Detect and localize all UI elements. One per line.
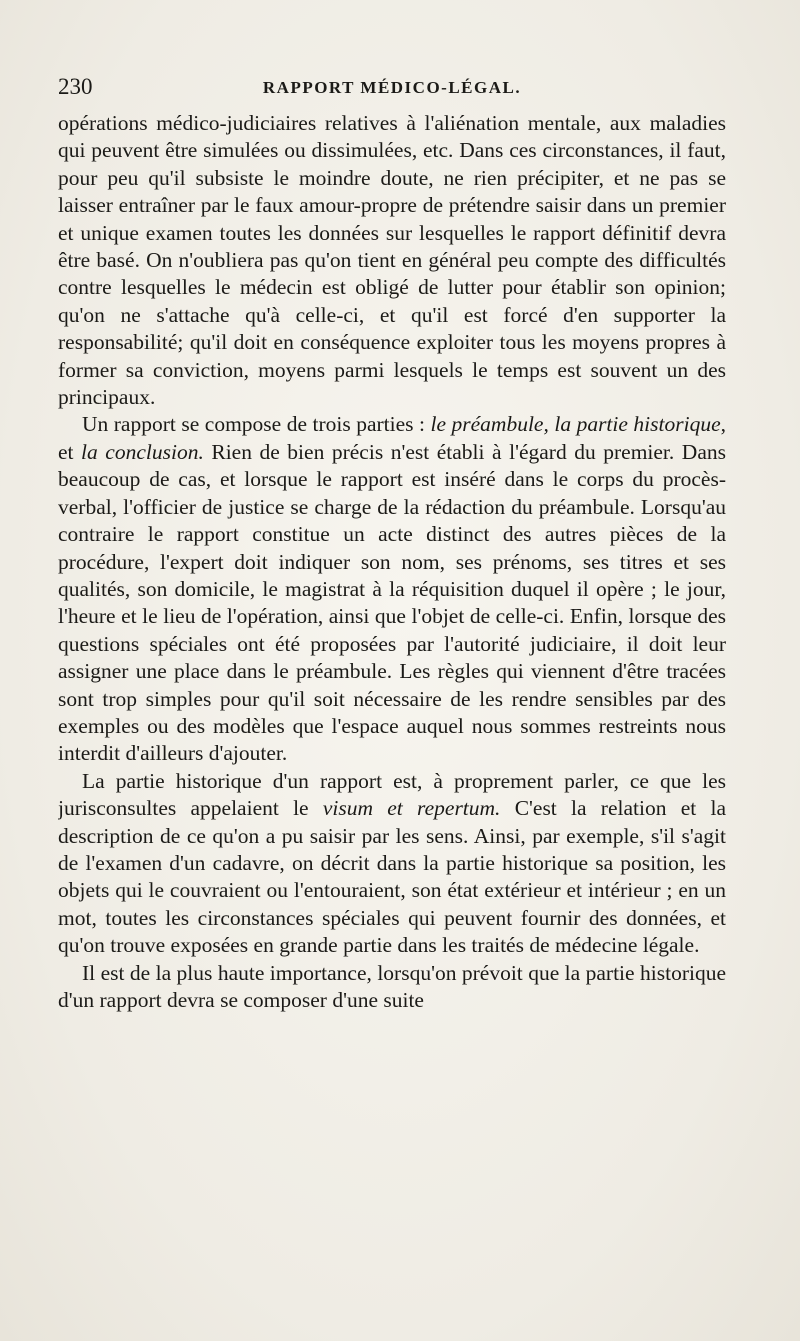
page-number: 230 bbox=[58, 74, 93, 99]
italic-term: visum et repertum. bbox=[322, 796, 501, 821]
paragraph-rapport-parts bbox=[58, 411, 726, 767]
italic-term: la conclusion. bbox=[81, 439, 204, 464]
paragraph-text: Un rapport se compose de trois parties : bbox=[82, 412, 431, 437]
italic-term: le préambule, la partie historique bbox=[430, 412, 721, 437]
paragraph-text: C'est la relation et la description de ce qu'on a pu saisir par les sens. Ainsi, par exemple, s'il s'agit de l'examen d'un cadavre, on décrit dans la partie historique sa position, les objets qui le couvraient ou l'entouraient, son état extérieur et intérieur ; en un mot, toutes les circonstances spéciales qui peuvent fournir des données, et qu'on trouve exposées en grande partie dans les traités de médecine légale. bbox=[58, 796, 726, 958]
paragraph-text: Rien de bien précis n'est établi à l'égard du premier. Dans beaucoup de cas, et lorsque le rapport est inséré dans le corps du procès-verbal, l'officier de justice se charge de la rédaction du préambule. Lorsqu'au contraire le rapport constitue un acte distinct des autres pièces de la procédure, l'expert doit indiquer son nom, ses prénoms, ses titres et ses qualités, son domicile, le magistrat à la réquisition duquel il opère ; le jour, l'heure et le lieu de l'opération, ainsi que l'objet de celle-ci. Enfin, lorsque des questions spéciales ont été proposées par l'autorité judiciaire, il doit leur assigner une place dans le préambule. Les règles qui viennent d'être tracées sont trop simples pour qu'il soit nécessaire de les rendre sensibles par des exemples ou des modèles que l'espace auquel nous sommes restreints nous interdit d'ailleurs d'ajouter. bbox=[58, 439, 726, 766]
body-text bbox=[58, 110, 726, 1250]
paragraph-continuation: opérations médico-judiciaires relatives à l'aliénation mentale, aux maladies qui peuvent être simulées ou dissimulées, etc. Dans ces circonstances, il faut, pour peu qu'il subsiste le moindre doute, ne rien précipiter, et ne pas se laisser entraîner par le faux amour-propre de prétendre saisir dans un premier et unique examen toutes les données sur lesquelles le rapport définitif devra être basé. On n'oubliera pas qu'on tient en général peu compte des difficultés contre lesquelles le médecin est obligé de lutter pour établir son opinion; qu'on ne s'attache qu'à celle-ci, et qu'il est forcé d'en supporter la responsabilité; qu'il doit en conséquence exploiter tous les moyens propres à former sa conviction, moyens parmi lesquels le temps est souvent un des principaux. bbox=[58, 111, 726, 410]
paragraph-text: , et bbox=[58, 412, 726, 464]
running-title: RAPPORT MÉDICO-LÉGAL. bbox=[262, 78, 522, 97]
paragraph-partie-historique bbox=[58, 768, 726, 960]
paragraph-text: La partie historique d'un rapport est, à proprement parler, ce que les jurisconsultes appelaient le bbox=[58, 768, 726, 821]
running-head bbox=[58, 72, 726, 102]
paragraph-importance: Il est de la plus haute importance, lorsqu'on prévoit que la partie historique d'un rapport devra se composer d'une suite bbox=[58, 960, 726, 1012]
